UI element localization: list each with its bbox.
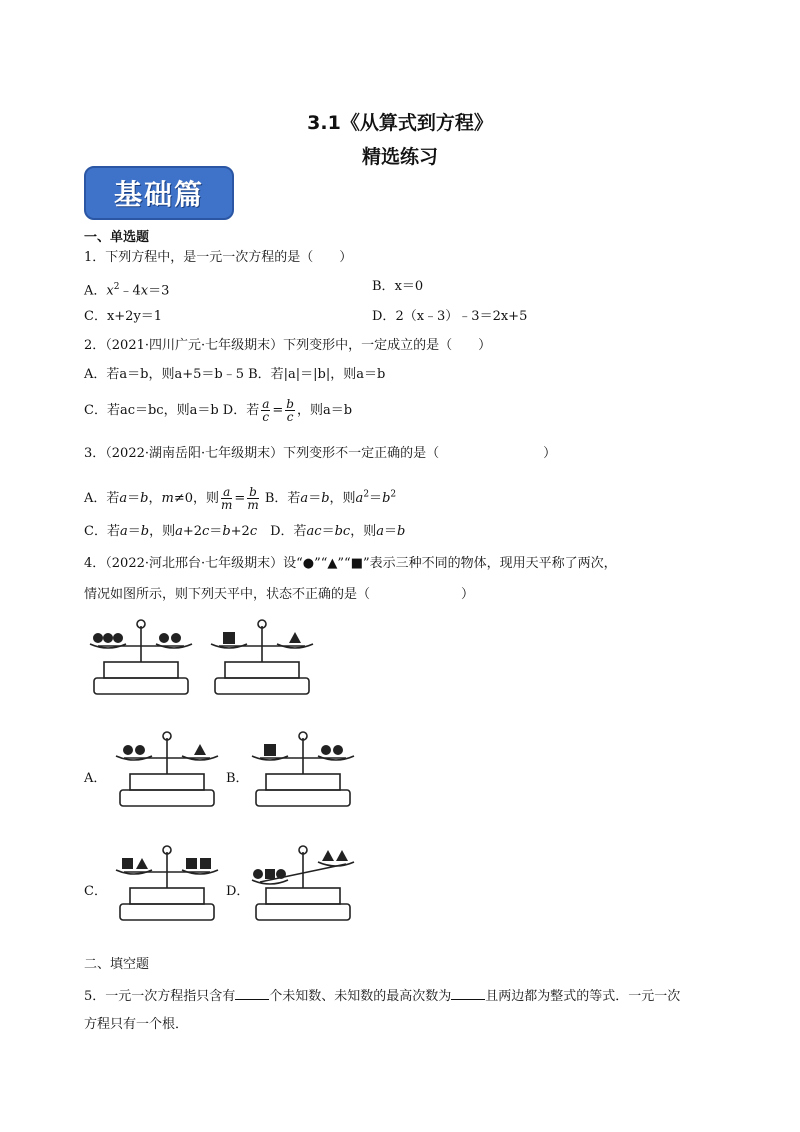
q1-c-text: x+2y＝1: [106, 309, 163, 324]
section-heading-fill-in: 二、填空题: [84, 957, 150, 972]
q1-b-text: x＝0: [394, 279, 424, 294]
section-badge: 基础篇: [84, 166, 234, 220]
q4-option-b-label[interactable]: B．: [226, 771, 249, 786]
section-heading-single-choice: 一、单选题: [84, 230, 150, 245]
q5-blank-1[interactable]: [235, 987, 269, 1000]
q4-stem-line2: 情况如图所示，则下列天平中，状态不正确的是（ ）: [84, 587, 475, 602]
q1-option-c[interactable]: [84, 309, 162, 325]
q3-d-label: D．若: [270, 524, 307, 539]
q3-b-then: ，则: [329, 491, 356, 506]
q4-option-c-label[interactable]: C．: [84, 884, 107, 899]
balance-option-d: [248, 842, 358, 926]
q5-part1: 5．一元一次方程指只含有: [84, 989, 236, 1004]
q3-b-label: B．若: [264, 491, 301, 506]
q5-blank-2[interactable]: [451, 987, 485, 1000]
page-title: 3.1《从算式到方程》: [307, 112, 493, 134]
q3-options-cd[interactable]: C．若a＝b，则a+2c＝b+2c D．若ac＝bc，则a＝b: [84, 524, 406, 539]
q1-option-d[interactable]: [372, 309, 527, 325]
q1-option-a[interactable]: A．$x^2﹣4x=3$: [84, 282, 170, 299]
q5-line1: [84, 987, 680, 1005]
q5-line2: 方程只有一个根．: [84, 1017, 189, 1032]
fraction-a-over-m: $\frac{a}{m}$: [221, 485, 233, 512]
q1-d-label: D．: [372, 309, 396, 324]
q4-stem-line1: 4．（2022·河北邢台·七年级期末）设“●”“▲”“■”表示三种不同的物体，现用天平称了两次，: [84, 556, 617, 571]
q4-option-a-label[interactable]: A．: [84, 771, 107, 786]
fraction-b-over-c: $\frac{b}{c}$: [286, 397, 294, 424]
q1-option-b[interactable]: [372, 279, 423, 295]
page-subtitle: 精选练习: [361, 146, 438, 168]
q5-part2: 个未知数、未知数的最高次数为: [269, 989, 452, 1004]
q4-option-d-label[interactable]: D．: [226, 884, 250, 899]
q3-d-then: ，则: [350, 524, 377, 539]
q3-c-label: C．若: [84, 524, 120, 539]
q3-a-then: ，则: [193, 491, 220, 506]
q1-a-label: A．: [84, 283, 107, 299]
q3-a-label: A．若: [84, 491, 120, 506]
q1-b-label: B．: [372, 279, 395, 294]
balance-option-b: [248, 728, 358, 812]
q2-d-tail: ，则a＝b: [296, 403, 353, 418]
q2-options-cd[interactable]: C．若ac＝bc，则a＝b D．若 $\frac{a}{c}$ = $\frac{b}{c}$ ，则a＝b: [84, 397, 353, 424]
balance-given-1: [86, 616, 196, 700]
q2-cd-text: C．若ac＝bc，则a＝b D．若: [84, 403, 260, 418]
q2-stem: 2．（2021·四川广元·七年级期末）下列变形中，一定成立的是（ ）: [84, 338, 492, 353]
q1-c-label: C．: [84, 309, 107, 324]
balance-option-a: [112, 728, 222, 812]
q3-c-then: ，则: [149, 524, 176, 539]
q1-d-text: 2（x﹣3）﹣3＝2x+5: [395, 309, 528, 324]
balance-option-c: [112, 842, 222, 926]
fraction-b-over-m: $\frac{b}{m}$: [247, 485, 259, 512]
balance-given-2: [207, 616, 317, 700]
q2-options-ab[interactable]: A．若a＝b，则a+5＝b﹣5 B．若|a|＝|b|，则a＝b: [84, 367, 386, 382]
fraction-a-over-c: $\frac{a}{c}$: [262, 397, 270, 424]
q5-part3: 且两边都为整式的等式．一元一次: [485, 989, 681, 1004]
q1-stem: 1．下列方程中，是一元一次方程的是（ ）: [84, 250, 353, 265]
q3-stem: 3．（2022·湖南岳阳·七年级期末）下列变形不一定正确的是（ ）: [84, 446, 557, 461]
q3-options-ab[interactable]: A．若a＝b，m≠0，则 $\frac{a}{m}$ = $\frac{b}{m}$ B．若a＝b，则$a^2=b^2$: [84, 485, 397, 512]
